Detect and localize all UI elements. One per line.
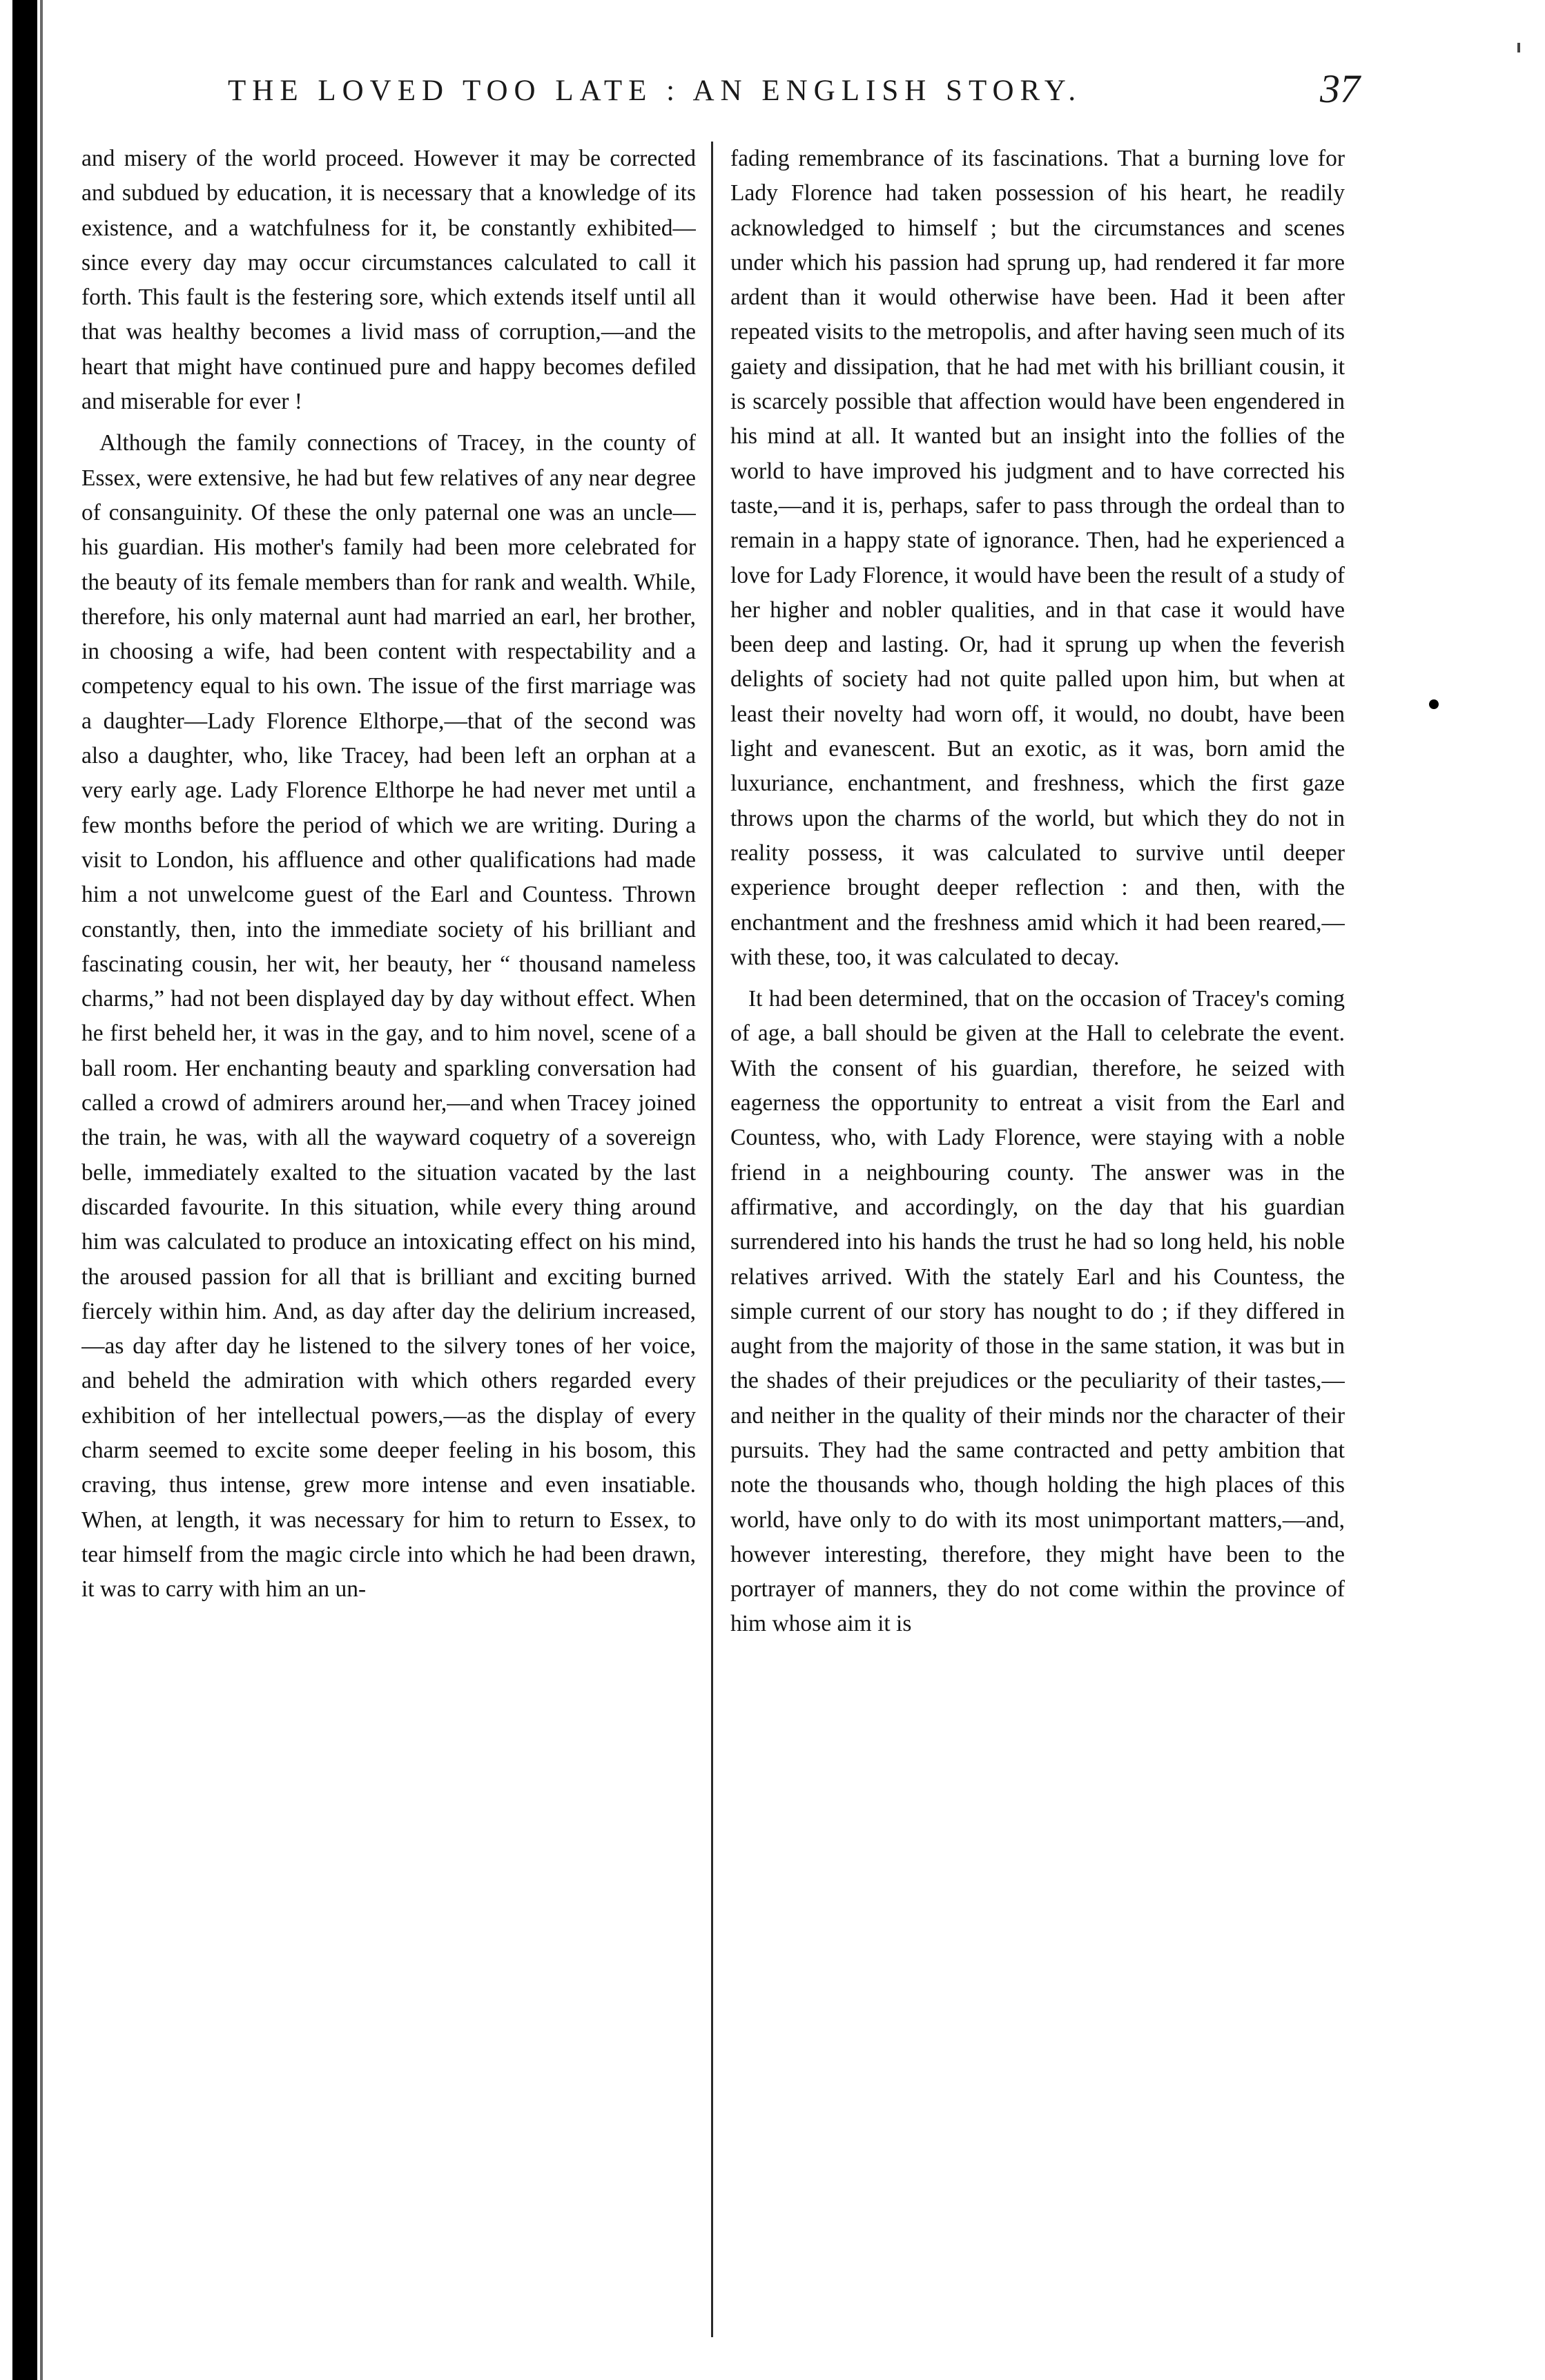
paragraph: Although the family connections of Tracey, in the county of Essex, were extensive, he had but few relatives of any near degree of consanguinity. Of these the only paternal one was an uncle—his guardian. His mother's family had been more celebrated for the beauty of its female members than for rank and wealth. While, therefore, his only maternal aunt had married an earl, her brother, in choosing a wife, had been content with respectability and a competency equal to his own. The issue of the first marriage was a daughter—Lady Florence Elthorpe,—that of the second was also a daughter, who, like Tracey, had been left an orphan at a very early age. Lady Florence Elthorpe he had never met until a few months before the period of which we are writing. During a visit to London, his affluence and other qualifications had made him a not unwelcome guest of the Earl and Countess. Thrown constantly, then, into the immediate society of his brilliant and fascinating cousin, her wit, her beauty, her “ thousand nameless charms,” had not been displayed day by day without effect. When he first beheld her, it was in the gay, and to him novel, scene of a ball room. Her enchanting beauty and sparkling conversation had called a crowd of admirers around her,—and when Tracey joined the train, he was, with all the wayward coquetry of a sovereign belle, immediately exalted to the situation vacated by the last discarded favourite. In this situation, while every thing around him was calculated to produce an intoxicating effect on his mind, the aroused passion for all that is brilliant and exciting burned fiercely within him. And, as day after day the delirium increased,—as day after day he listened to the silvery tones of her voice, and beheld the admiration with which others regarded every exhibition of her intellectual powers,—as the display of every charm seemed to excite some deeper feeling in his bosom, this craving, thus intense, grew more intense and even insatiable. When, at length, it was necessary for him to return to Essex, to tear himself from the magic circle into which he had been drawn, it was to carry with him an un- bbox=[81, 430, 696, 1603]
paragraph: fading remembrance of its fascinations. That a burning love for Lady Florence had taken possession of his heart, he readily acknowledged to himself ; but the circumstances and scenes under which his passion had sprung up, had rendered it far more ardent than it would otherwise have been. Had it been after repeated visits to the metropolis, and after having seen much of its gaiety and dissipation, that he had met with his brilliant cousin, it is scarcely possible that affection would have been engendered in his mind at all. It wanted but an insight into the follies of the world to have improved his judgment and to have corrected his taste,—and it is, perhaps, safer to pass through the ordeal than to remain in a happy state of ignorance. Then, had he experienced a love for Lady Florence, it would have been the result of a study of her higher and nobler qualities, and in that case it would have been deep and lasting. Or, had it sprung up when the feverish delights of society had not quite palled upon him, but when at least their novelty had worn off, it would, no doubt, have been light and evanescent. But an exotic, as it was, born amid the luxuriance, enchantment, and freshness, which the first gaze throws upon the charms of the world, but which they do not in reality possess, it was calculated to survive until deeper experience brought deeper reflection : and then, with the enchantment and the freshness amid which it had been reared,—with these, too, it was calculated to decay. bbox=[730, 146, 1345, 970]
ink-dot bbox=[1429, 699, 1439, 709]
paragraph: and misery of the world proceed. However it may be corrected and subdued by education, it is necessary that a knowledge of its existence, and a watchfulness for it, be constantly exhibited—since every day may occur circumstances calculated to call it forth. This fault is the festering sore, which extends itself until all that was healthy becomes a livid mass of corruption,—and the heart that might have continued pure and happy becomes defiled and miserable for ever ! bbox=[81, 146, 696, 415]
column-divider bbox=[711, 142, 713, 2337]
right-column bbox=[730, 142, 1345, 2351]
running-title: THE LOVED TOO LATE : AN ENGLISH STORY. bbox=[228, 75, 1082, 107]
book-spine-edge bbox=[12, 0, 37, 2380]
page-header bbox=[228, 64, 1360, 119]
text-columns bbox=[81, 142, 1345, 2351]
paragraph: It had been determined, that on the occasion of Tracey's coming of age, a ball should be given at the Hall to celebrate the event. With the consent of his guardian, therefore, he seized with eagerness the opportunity to entreat a visit from the Earl and Countess, who, with Lady Florence, were staying with a noble friend in a neighbouring county. The answer was in the affirmative, and accordingly, on the day that his guardian surrendered into his hands the trust he had so long held, his noble relatives arrived. With the stately Earl and his Countess, the simple current of our story has nought to do ; if they differed in aught from the majority of those in the same station, it was but in the shades of their prejudices or the peculiarity of their tastes,—and neither in the quality of their minds nor the character of their pursuits. They had the same contracted and petty ambition that note the thousands who, though holding the high places of this world, have only to do with its most unimportant matters,—and, however interesting, therefore, they might have been to the portrayer of manners, they do not come within the province of him whose aim it is bbox=[730, 986, 1345, 1637]
print-mark bbox=[1517, 43, 1520, 52]
left-column bbox=[81, 142, 696, 2351]
page-number: 37 bbox=[1320, 66, 1360, 111]
gutter-shadow bbox=[40, 0, 43, 2380]
